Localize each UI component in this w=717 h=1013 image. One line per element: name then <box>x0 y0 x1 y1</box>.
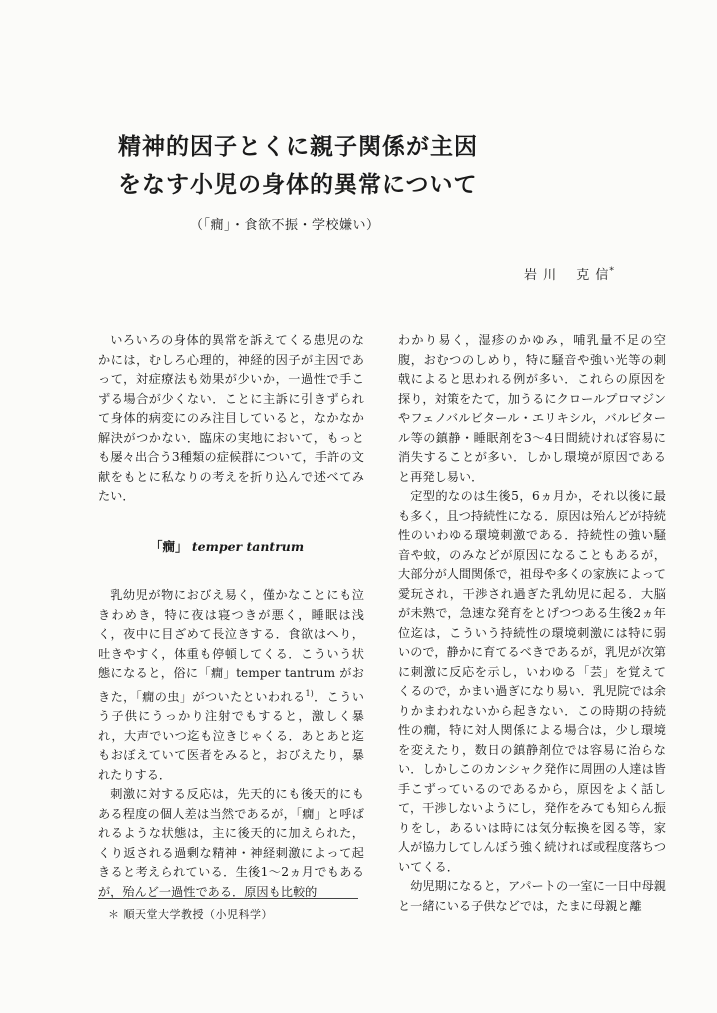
author-name: 岩 川 克 信 <box>524 268 610 283</box>
article-subtitle: （「癇」・食欲不振・学校嫌い） <box>190 218 380 233</box>
section-heading <box>98 537 364 557</box>
section-heading-en: temper tantrum <box>191 538 305 554</box>
footnote: ＊ 順天堂大学教授（小児科学） <box>108 908 273 921</box>
body-paragraph-1 <box>98 586 364 785</box>
footnote-divider <box>98 898 358 899</box>
reference-mark: 1) <box>305 688 314 698</box>
body-paragraph-1-text: 乳幼児が物におびえ易く，僅かなことにも泣きわめき，特に夜は寝つきが悪く，睡眠は浅く，夜中に目ざめて長泣きする．食欲はへり，吐きやすく，体重も停頓してくる．こういう状態になると，俗に「癇」temper tantrum がおきた，「癇の虫」がついたといわれる <box>98 588 364 704</box>
body-paragraph-1-tail: ．こういう子供にうっかり注射でもすると，激しく暴れ，大声でいつ迄も泣きじゃくる．あとあと迄もおぼえていて医者をみると，おびえたり，暴れたりする． <box>98 689 364 782</box>
author-footnote-mark: * <box>609 266 615 277</box>
intro-paragraph: いろいろの身体的異常を訴えてくる患児のなかには，むしろ心理的，神経的因子が主因であって，対症療法も効果が少いか，一過性で手こずる場合が少くない．ことに主訴に引きずられて身体的病変にのみ注目していると，なかなか解決がつかない．臨床の実地において，もっとも屡々出合う3種類の症候群について，手許の文献をもとに私なりの考えを折り込んで述べてみたい． <box>98 333 364 503</box>
left-column <box>98 331 364 902</box>
title-line-1: 精神的因子とくに親子関係が主因 <box>118 133 478 160</box>
title-line-2: をなす小児の身体的異常について <box>118 171 478 198</box>
article-title <box>118 128 478 204</box>
right-column <box>398 331 666 916</box>
right-paragraph-2: 定型的なのは生後5，6ヵ月か，それ以後に最も多く，且つ持続性になる．原因は殆んどが持続性のいわゆる環境刺激である．持続性の強い騒音や蚊，のみなどが原因になることもあるが，大部分が人間関係で，祖母や多くの家族によって愛玩され，干渉され過ぎた乳幼児に起る．大脳が未熟で，急速な発育をとげつつある生後2ヵ年位迄は，こういう持続性の環境刺激には特に弱いので，静かに育てるべきであるが，乳児が次第に刺激に反応を示し，いわゆる「芸」を覚えてくるので，かまい過ぎになり易い．乳児院では余りかまわれないから起きない．この時期の持続性の癇，特に対人関係による場合は，少し環境を変えたり，数日の鎮静剤位では容易に治らない．しかしこのカンシャク発作に周囲の人達は皆手こずっているのであるから，原因をよく話して，干渉しないようにし，発作をみても知らん振りをし，あるいは時には気分転換を図る等，家人が協力してしんぼう強く続ければ或程度落ちついてくる． <box>398 489 667 874</box>
right-paragraph-3: 幼児期になると，アパートの一室に一日中母親と一緒にいる子供などでは，たまに母親と離 <box>398 879 666 913</box>
author-byline <box>524 264 615 283</box>
body-paragraph-2: 刺激に対する反応は，先天的にも後天的にもある程度の個人差は当然であるが，「癇」と呼ばれるような状態は，主に後天的に加えられた，くり返される過剰な精神・神経刺激によって起きると考えられている．生後1〜2ヵ月でもあるが，殆んど一過性である．原因も比較的 <box>98 787 364 899</box>
section-heading-jp: 「癇」 <box>150 538 188 554</box>
right-paragraph-1: わかり易く，湿疹のかゆみ，哺乳量不足の空腹，おむつのしめり，特に騒音や強い光等の刺戟によると思われる例が多い．これらの原因を探り，対策をたて，加うるにクロールプロマジンやフェノバルビタール・エリキシル，バルビタール等の鎮静・睡眠剤を3〜4日間続ければ容易に消失することが多い．しかし環境が原因であると再発し易い． <box>398 333 666 484</box>
